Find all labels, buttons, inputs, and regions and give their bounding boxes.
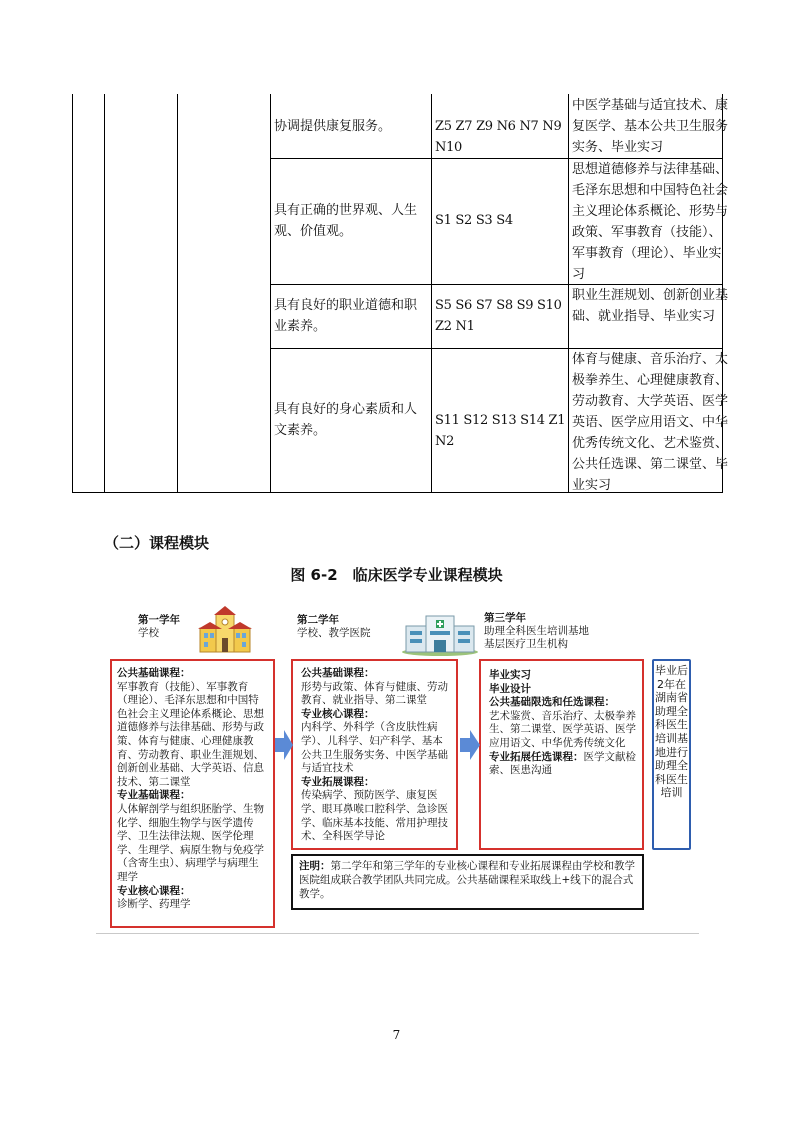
year3-place-line2: 基层医疗卫生机构 [484,638,568,650]
year3-place-line1: 助理全科医生培训基地 [484,625,589,637]
table-cell-courses: 职业生涯规划、创新创业基础、就业指导、毕业实习 [572,288,729,324]
table-cell-codes: Z5 Z7 Z9 N6 N7 N9 N10 [435,119,562,155]
hospital-building-icon [400,612,480,656]
year1-place: 学校 [138,627,159,639]
table-cell-requirement: 具有良好的职业道德和职业素养。 [274,298,418,334]
note-text: 第二学年和第三学年的专业核心课程和专业拓展课程由学校和教学医院组成联合教学团队共同完成。公共基础课程采取线上+线下的混合式教学。 [299,860,635,900]
table-cell-requirement: 具有良好的身心素质和人文素养。 [274,402,418,438]
table-cell-requirement: 协调提供康复服务。 [274,119,392,134]
box3-heading-extension: 专业拓展任选课程： [489,750,584,763]
box1-core-courses: 诊断学、药理学 [117,898,191,911]
note-label: 注明： [299,860,331,872]
year2-course-box [291,659,458,850]
table-divider [177,94,178,493]
box3-extension-courses: 医学文献检索、医患沟通 [489,750,636,777]
box1-major-basic-courses: 人体解剖学与组织胚胎学、生物化学、细胞生物学与医学遗传学、卫生法律法规、医学伦理学、生理学、病原生物与免疫学（含寄生虫）、病理学与病理生理学 [117,802,264,883]
school-building-icon [196,606,254,656]
table-cell-courses: 思想道德修养与法律基础、毛泽东思想和中国特色社会主义理论体系概论、形势与政策、军事教育（技能）、军事教育（理论）、毕业实习 [572,162,729,282]
box2-heading-public: 公共基础课程： [301,667,375,679]
diagram-note [291,854,644,910]
table-cell-courses: 体育与健康、音乐治疗、太极拳养生、心理健康教育、劳动教育、大学英语、医学英语、医学应用语文、中华优秀传统文化、艺术鉴赏、公共任选课、第二课堂、毕业实习 [572,352,729,493]
year1-course-box [110,659,275,928]
year2-header [297,614,371,640]
table-cell-codes: S11 S12 S13 S14 Z1 N2 [435,413,566,449]
arrow-right-icon [275,730,293,760]
diagram-baseline [96,933,699,934]
box1-public-courses: 军事教育（技能）、军事教育（理论）、毛泽东思想和中国特色社会主义理论体系概论、思想道德修养与法律基础、形势与政策、体育与健康、心理健康教育、劳动教育、职业生涯规划、创新创业基础、大学英语、信息技术、第二课堂 [117,680,264,788]
year2-place: 学校、教学医院 [297,627,371,639]
table-cell-codes: S1 S2 S3 S4 [435,213,513,228]
year2-title: 第二学年 [297,614,339,626]
table-cell-codes: S5 S6 S7 S8 S9 S10 Z2 N1 [435,298,562,334]
box1-heading-core: 专业核心课程： [117,884,191,897]
arrow-right-icon [460,730,480,760]
box2-heading-core: 专业核心课程： [301,707,375,720]
box2-public-courses: 形势与政策、体育与健康、劳动教育、就业指导、第二课堂 [301,680,448,707]
table-divider [431,94,432,493]
table-cell-requirement: 具有正确的世界观、人生观、价值观。 [274,203,418,239]
table-divider [104,94,105,493]
year1-title: 第一学年 [138,614,180,626]
section-title: （二）课程模块 [104,534,210,552]
box2-core-courses: 内科学、外科学（含皮肤性病学）、儿科学、妇产科学、基本公共卫生服务实务、中医学基础与适宜技术 [301,721,448,775]
table-divider [270,94,271,493]
box3-heading-internship: 毕业实习 [489,669,531,681]
box3-heading-thesis: 毕业设计 [489,682,531,695]
page-number: 7 [392,1028,401,1042]
post-graduation-training-box [652,659,691,850]
year3-course-box [479,659,644,850]
year3-header [484,612,589,651]
box1-heading-public: 公共基础课程： [117,667,191,679]
year1-header [138,614,180,640]
box2-extension-courses: 传染病学、预防医学、康复医学、眼耳鼻喉口腔科学、急诊医学、临床基本技能、常用护理技术、全科医学导论 [301,789,448,843]
table-cell-courses: 中医学基础与适宜技术、康复医学、基本公共卫生服务实务、毕业实习 [572,98,729,155]
box3-elective-courses: 艺术鉴赏、音乐治疗、太极拳养生、第二课堂、医学英语、医学应用语文、中华优秀传统文化 [489,709,636,749]
post-graduation-training-text: 毕业后2年在湖南省助理全科医生培训基地进行助理全科医生培训 [655,664,688,800]
table-border-left [72,94,73,493]
year3-title: 第三学年 [484,612,526,624]
figure-title: 图 6-2 临床医学专业课程模块 [290,566,503,584]
box2-heading-extension: 专业拓展课程： [301,775,375,788]
box3-heading-elective: 公共基础限选和任选课程： [489,696,615,709]
box1-heading-major-basic: 专业基础课程： [117,789,191,802]
